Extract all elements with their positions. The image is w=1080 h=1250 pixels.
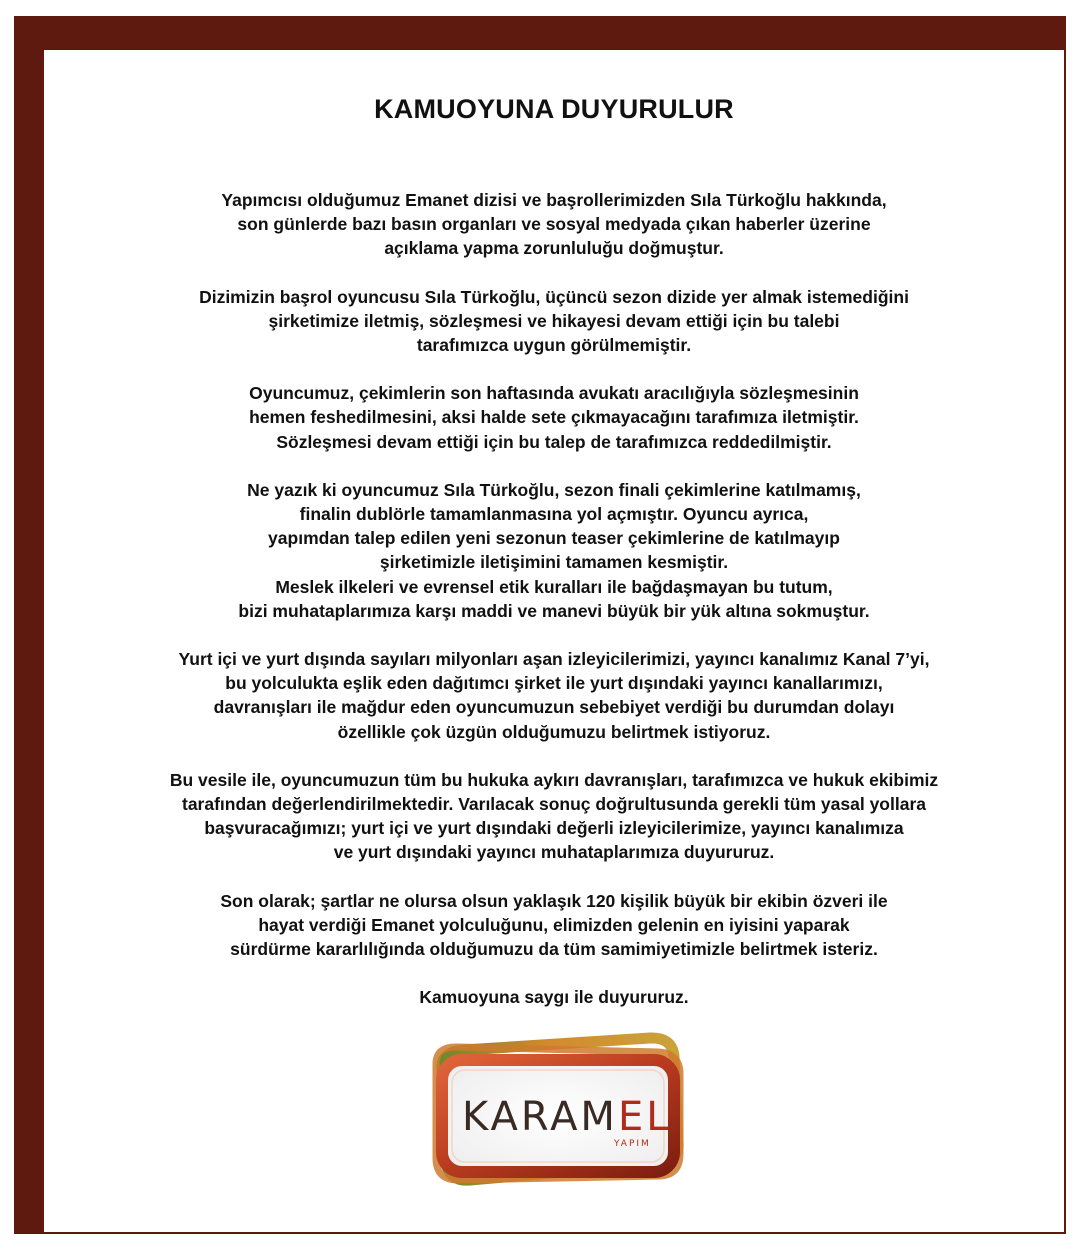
paragraph-line: Sözleşmesi devam ettiği için bu talep de tarafımızca reddedilmiştir.	[276, 431, 832, 452]
paragraph-line: açıklama yapma zorunluluğu doğmuştur.	[384, 238, 724, 259]
paragraph-6	[44, 768, 1064, 865]
paragraph-line: davranışları ile mağdur eden oyuncumuzun sebebiyet verdiği bu durumdan dolayı	[213, 697, 895, 718]
paragraph-line: sürdürme kararlılığında olduğumuzu da tüm samimiyetimizle belirtmek isteriz.	[230, 939, 878, 960]
announcement-title: KAMUOYUNA DUYURULUR	[374, 94, 734, 124]
paragraph-line: Meslek ilkeleri ve evrensel etik kuralları ile bağdaşmayan bu tutum,	[275, 576, 833, 597]
logo-subtitle: YAPIM	[614, 1139, 651, 1149]
paragraph-line: Dizimizin başrol oyuncusu Sıla Türkoğlu, üçüncü sezon dizide yer almak istemediğini	[199, 286, 909, 307]
paragraph-line: son günlerde bazı basın organları ve sosyal medyada çıkan haberler üzerine	[237, 214, 871, 235]
paragraph-line: şirketimizle iletişimini tamamen kesmiştir.	[379, 552, 729, 573]
logo-wordmark-dark: KARAM	[462, 1094, 618, 1140]
paragraph-line: bu yolculukta eşlik eden dağıtımcı şirket ile yurt dışındaki yayıncı kanallarımızı,	[225, 673, 883, 694]
paragraph-line: bizi muhataplarımıza karşı maddi ve manevi büyük bir yük altına sokmuştur.	[238, 600, 870, 621]
paragraph-line: Kamuoyuna saygı ile duyururuz.	[419, 987, 689, 1008]
paragraph-5	[44, 647, 1064, 744]
paragraph-line: Oyuncumuz, çekimlerin son haftasında avukatı aracılığıyla sözleşmesinin	[249, 383, 859, 404]
karamel-yapim-logo	[428, 1030, 690, 1195]
svg-text:KARAMEL	[462, 1094, 672, 1140]
paragraph-line: Bu vesile ile, oyuncumuzun tüm bu hukuka aykırı davranışları, tarafımızca ve hukuk ekibimiz	[169, 769, 939, 790]
paragraph-7	[44, 889, 1064, 962]
paragraph-line: finalin dublörle tamamlanmasına yol açmıştır. Oyuncu ayrıca,	[299, 504, 809, 525]
paragraph-3	[44, 381, 1064, 454]
page-border-frame	[14, 16, 1066, 1234]
paragraph-line: şirketimize iletmiş, sözleşmesi ve hikayesi devam ettiği için bu talebi	[268, 310, 840, 331]
paragraph-line: yapımdan talep edilen yeni sezonun teaser çekimlerine de katılmayıp	[268, 528, 840, 549]
paragraph-1	[44, 188, 1064, 261]
paragraph-2	[44, 285, 1064, 358]
paragraph-4	[44, 478, 1064, 623]
paragraph-line: başvuracağımızı; yurt içi ve yurt dışındaki değerli izleyicilerimize, yayıncı kanalımıza	[204, 818, 904, 839]
paragraph-line: Yurt içi ve yurt dışında sayıları milyonları aşan izleyicilerimizi, yayıncı kanalımız Kanal 7’yi,	[178, 649, 930, 670]
paragraph-line: ve yurt dışındaki yayıncı muhataplarımıza duyururuz.	[333, 842, 775, 863]
closing-line	[44, 985, 1064, 1009]
announcement-body	[44, 188, 1064, 1033]
paragraph-line: hemen feshedilmesini, aksi halde sete çıkmayacağını tarafımıza iletmiştir.	[249, 407, 859, 428]
logo-wordmark-accent: EL	[617, 1094, 672, 1140]
paragraph-line: hayat verdiği Emanet yolculuğunu, elimizden gelenin en iyisini yaparak	[258, 914, 850, 935]
paragraph-line: Ne yazık ki oyuncumuz Sıla Türkoğlu, sezon finali çekimlerine katılmamış,	[247, 479, 861, 500]
paragraph-line: Son olarak; şartlar ne olursa olsun yaklaşık 120 kişilik büyük bir ekibin özveri ile	[220, 890, 888, 911]
paragraph-line: tarafından değerlendirilmektedir. Varılacak sonuç doğrultusunda gerekli tüm yasal yollara	[182, 794, 926, 815]
paragraph-line: Yapımcısı olduğumuz Emanet dizisi ve başrollerimizden Sıla Türkoğlu hakkında,	[221, 190, 887, 210]
paragraph-line: tarafımızca uygun görülmemiştir.	[416, 335, 692, 356]
announcement-sheet	[44, 50, 1064, 1232]
paragraph-line: özellikle çok üzgün olduğumuzu belirtmek istiyoruz.	[337, 721, 771, 742]
